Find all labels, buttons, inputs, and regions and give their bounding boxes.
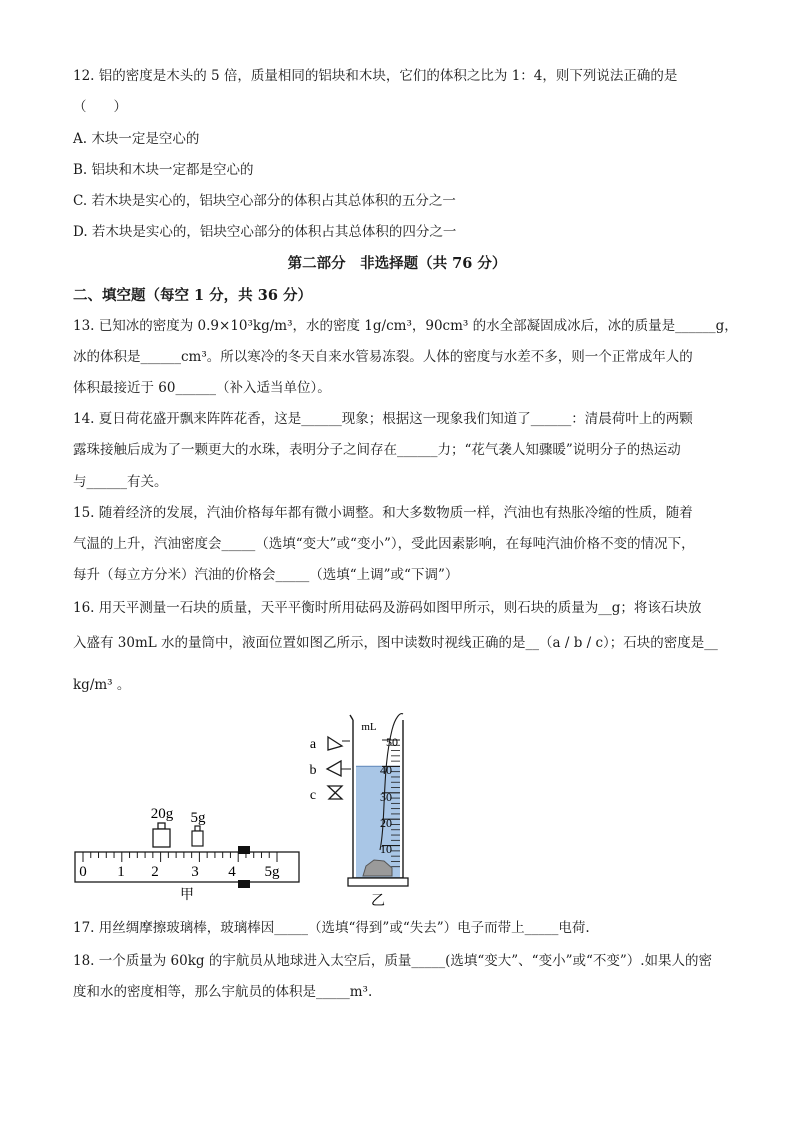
q15-line2: 气温的上升，汽油密度会_____（选填“变大”或“变小”），受此因素影响，在每吨汽油价格不变的情况下， (73, 536, 695, 552)
part2-title: 第二部分 非选择题（共 76 分） (287, 255, 507, 272)
q16-figure (60, 700, 740, 915)
q12-stem: 12. 铝的密度是木头的 5 倍，质量相同的铝块和木块，它们的体积之比为 1：4，则下列说法正确的是 (73, 68, 678, 84)
sight-eye-c (310, 786, 342, 803)
q13-line2: 冰的体积是______cm³。所以寒冷的冬天自来水管易冻裂。人体的密度与水差不多，则一个正常成年人的 (73, 349, 693, 365)
sight-eye-a (310, 737, 350, 752)
weight-5g (191, 810, 207, 846)
eye-b-icon (327, 761, 341, 776)
sight-label-a: a (309, 737, 317, 752)
q16-line1: 16. 用天平测量一石块的质量，天平平衡时所用砝码及游码如图甲所示，则石块的质量为__g；将该石块放 (73, 600, 702, 616)
q12-option-b: B. 铝块和木块一定都是空心的 (73, 162, 254, 178)
weight-5g-label: 5g (190, 810, 206, 826)
ruler-label-4: 4 (228, 864, 236, 880)
sight-label-c: c (309, 788, 317, 803)
weight-20g-label: 20g (150, 806, 174, 822)
ruler-label-5g: 5g (264, 864, 280, 880)
q14-line1: 14. 夏日荷花盛开飘来阵阵花香，这是______现象；根据这一现象我们知道了______：清晨荷叶上的两颗 (73, 411, 693, 427)
caption-jia: 甲 (180, 888, 194, 903)
balance-ruler (75, 846, 299, 888)
q12-option-a: A. 木块一定是空心的 (73, 131, 200, 147)
eye-a-icon (328, 737, 342, 750)
sight-eye-b (310, 761, 352, 778)
sight-label-b: b (309, 763, 317, 778)
cylinder-unit: mL (361, 721, 377, 733)
eye-c-icon (328, 786, 342, 799)
measuring-cylinder (348, 714, 408, 886)
cylinder-base (348, 878, 408, 886)
cyl-label-20: 20 (380, 816, 392, 830)
cyl-label-30: 30 (380, 790, 392, 804)
q18-line2: 度和水的密度相等，那么宇航员的体积是_____m³. (73, 984, 373, 1000)
q17-line1: 17. 用丝绸摩擦玻璃棒，玻璃棒因_____（选填“得到”或“失去”）电子而带上_____电荷. (73, 920, 590, 936)
section2-title: 二、填空题（每空 1 分，共 36 分） (73, 287, 312, 304)
q14-line2: 露珠接触后成为了一颗更大的水珠，表明分子之间存在______力；“花气袭人知骤暖”说明分子的热运动 (73, 442, 681, 458)
q12-answer-blank: （ ） (73, 99, 127, 115)
cyl-label-40: 40 (380, 763, 392, 777)
q16-line2: 入盛有 30mL 水的量筒中，液面位置如图乙所示，图中读数时视线正确的是__（a / b / c）；石块的密度是__ (73, 635, 718, 651)
caption-yi: 乙 (371, 894, 385, 909)
q15-line3: 每升（每立方分米）汽油的价格会_____（选填“上调”或“下调”） (73, 567, 459, 583)
q15-line1: 15. 随着经济的发展，汽油价格每年都有微小调整。和大多数物质一样，汽油也有热胀冷缩的性质，随着 (73, 505, 693, 521)
q12-option-d: D. 若木块是实心的，铝块空心部分的体积占其总体积的四分之一 (73, 224, 457, 240)
cyl-label-10: 10 (380, 842, 392, 856)
q13-line1: 13. 已知冰的密度为 0.9×10³kg/m³，水的密度 1g/cm³，90cm³ 的水全部凝固成冰后，冰的质量是______g， (73, 318, 738, 334)
ruler-label-3: 3 (191, 864, 199, 880)
q14-line3: 与______有关。 (73, 474, 168, 490)
q12-option-c: C. 若木块是实心的，铝块空心部分的体积占其总体积的五分之一 (73, 193, 456, 209)
cyl-label-50: 50 (386, 735, 398, 749)
rider-bottom (238, 880, 250, 888)
q16-line3: kg/m³ 。 (73, 677, 131, 693)
ruler-label-2: 2 (151, 864, 159, 880)
q13-line3: 体积最接近于 60______（补入适当单位）。 (73, 380, 331, 396)
rider-top (238, 846, 250, 854)
ruler-label-1: 1 (117, 864, 125, 880)
weight-20g (151, 806, 174, 847)
ruler-label-0: 0 (79, 864, 87, 880)
q18-line1: 18. 一个质量为 60kg 的宇航员从地球进入太空后，质量_____(选填“变大”、“变小”或“不变”）.如果人的密 (73, 953, 713, 969)
